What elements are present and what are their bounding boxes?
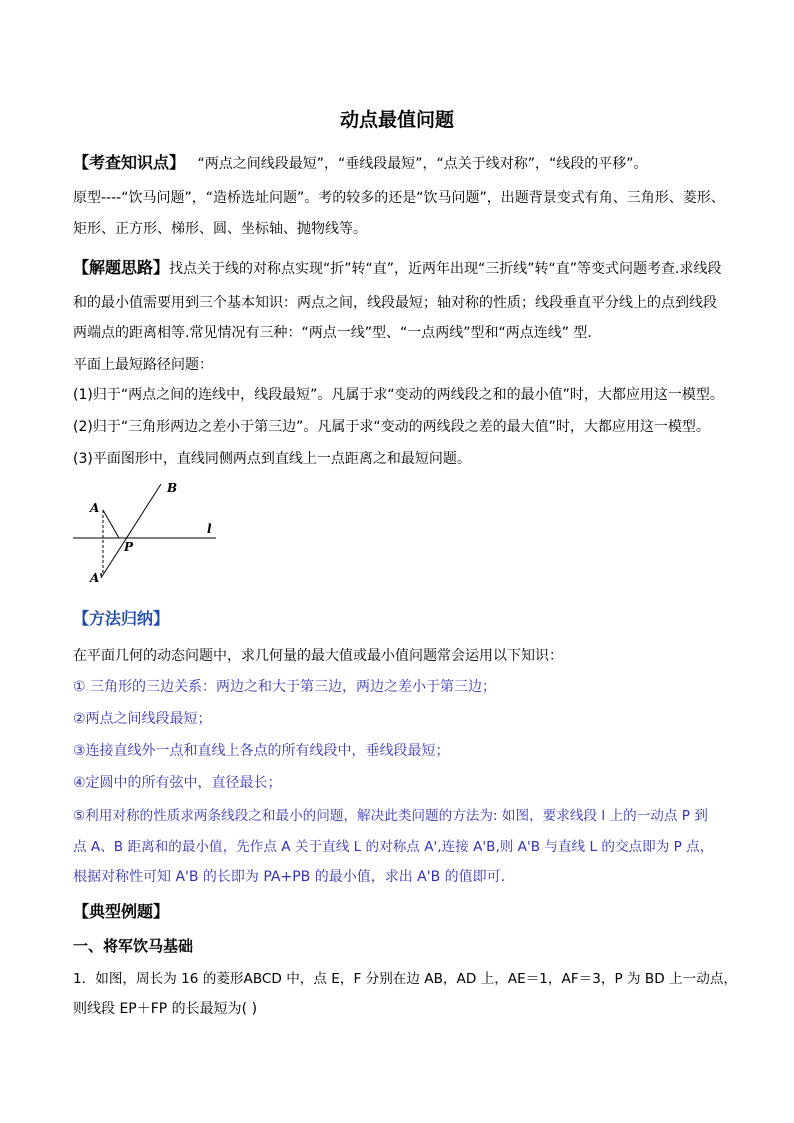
- examples-heading: 【典型例题】: [73, 902, 170, 921]
- section-heading-1: 一、将军饮马基础: [73, 937, 194, 955]
- method-intro: 在平面几何的动态问题中，求几何量的最大值或最小值问题常会运用以下知识：: [73, 648, 563, 664]
- page-title: 动点最值问题: [339, 109, 454, 131]
- method-point-5-line-3: 根据对称性可知 A'B 的长即为 PA+PB 的最小值，求出 A'B 的值即可.: [73, 869, 506, 885]
- kaocha-line: [73, 150, 648, 173]
- method-point-1: ① 三角形的三边关系：两边之和大于第三边，两边之差小于第三边；: [73, 679, 496, 695]
- jieti-line-1: [73, 255, 722, 278]
- method-point-5-line-2: 点 A、B 距离和的最小值，先作点 A 关于直线 L 的对称点 A',连接 A'B,则 A'B 与直线 L 的交点即为 P 点，: [73, 839, 714, 855]
- shortest-path-item-3: (3)平面图形中，直线同侧两点到直线上一点距离之和最短问题。: [73, 451, 471, 467]
- shortest-path-intro: 平面上最短路径问题：: [73, 357, 213, 373]
- method-point-3: ③连接直线外一点和直线上各点的所有线段中，垂线段最短；: [73, 743, 450, 759]
- prototype-line-1: 原型----“饮马问题”，“造桥选址问题”。考的较多的还是“饮马问题”，出题背景变式有角、三角形、菱形、: [73, 190, 725, 206]
- kaocha-text: “两点之间线段最短”，“垂线段最短”，“点关于线对称”，“线段的平移”。: [197, 156, 648, 172]
- jieti-line-3: 两端点的距离相等.常见情况有三种：“两点一线”型、“一点两线”型和“两点连线” 型.: [73, 325, 592, 341]
- label-B: B: [167, 481, 178, 495]
- label-l: l: [207, 522, 212, 536]
- method-point-4: ④定圆中的所有弦中，直径最长；: [73, 775, 282, 791]
- jieti-text-1: 找点关于线的对称点实现“折”转“直”，近两年出现“三折线”转“直”等变式问题考查.求线段: [169, 261, 722, 277]
- method-point-2: ②两点之间线段最短；: [73, 711, 212, 727]
- kaocha-heading: 【考查知识点】: [73, 153, 186, 172]
- jieti-line-2: 和的最小值需要用到三个基本知识：两点之间，线段最短；轴对称的性质；线段垂直平分线上的点到线段: [73, 295, 717, 311]
- label-A: A: [90, 501, 100, 515]
- prototype-line-2: 矩形、正方形、梯形、圆、坐标轴、抛物线等。: [73, 221, 367, 237]
- method-point-5-line-1: ⑤利用对称的性质求两条线段之和最小的问题，解决此类问题的方法为: 如图，要求线段 l 上的一动点 P 到: [73, 808, 708, 824]
- method-heading: 【方法归纳】: [73, 609, 170, 628]
- shortest-path-item-1: (1)归于“两点之间的连线中，线段最短”。凡属于求“变动的两线段之和的最小值”时，大都应用这一模型。: [73, 387, 724, 403]
- question-1-line-1: 1．如图，周长为 16 的菱形ABCD 中，点 E，F 分别在边 AB，AD 上，AE＝1，AF＝3，P 为 BD 上一动点，: [73, 971, 738, 987]
- shortest-path-item-2: (2)归于“三角形两边之差小于第三边”。凡属于求“变动的两线段之差的最大值”时，大都应用这一模型。: [73, 419, 710, 435]
- segment-A2B: [101, 484, 161, 578]
- reflection-diagram: [70, 476, 230, 591]
- label-A-prime: A': [90, 571, 103, 585]
- label-P: P: [124, 540, 134, 554]
- question-1-line-2: 则线段 EP＋FP 的长最短为( ): [73, 1001, 258, 1017]
- segment-AP: [103, 510, 119, 538]
- jieti-heading: 【解题思路】: [73, 258, 170, 277]
